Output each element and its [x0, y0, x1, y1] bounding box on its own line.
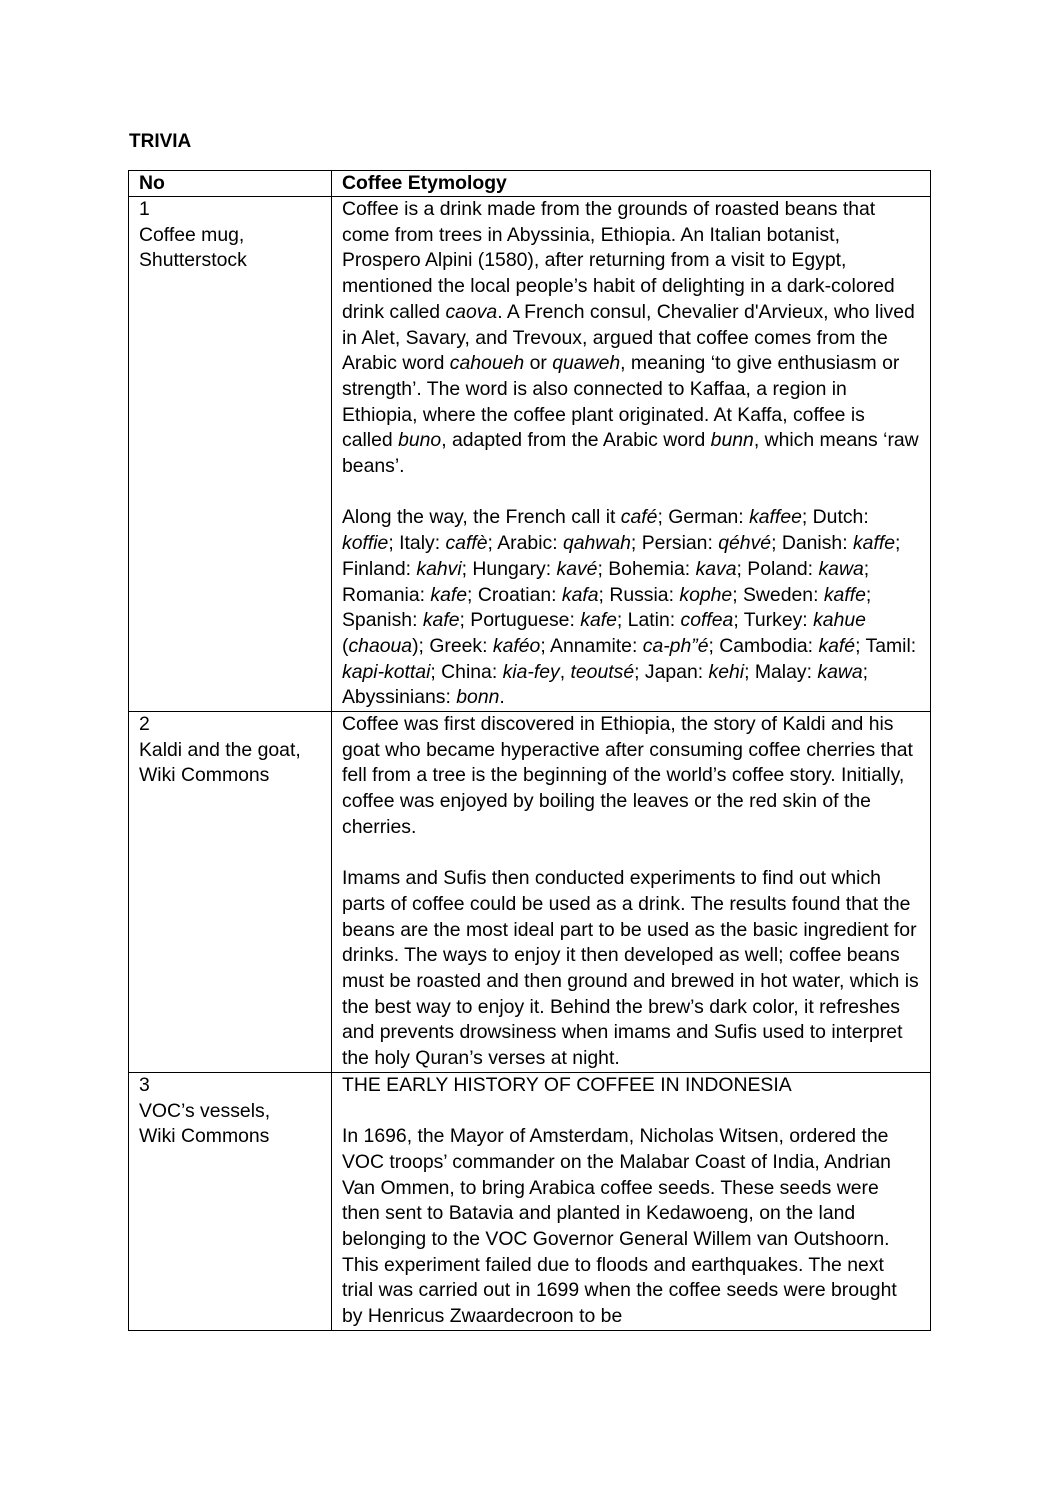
- text-run: ; Malay:: [744, 660, 818, 683]
- text-run: ; Romania:: [342, 557, 870, 606]
- italic-term: kafé: [818, 634, 856, 657]
- image-credit: Wiki Commons: [139, 764, 270, 787]
- italic-term: kaféo: [492, 634, 541, 657]
- table-row: [129, 197, 931, 712]
- text-run: ); Greek:: [412, 634, 493, 657]
- italic-term: kava: [695, 557, 737, 580]
- italic-term: café: [620, 506, 658, 529]
- text-run: . A French consul, Chevalier d'Arvieux, who lived in Alet, Savary, and Trevoux, argued that coffee comes from the Arabic word: [342, 300, 915, 375]
- italic-term: caova: [445, 300, 498, 323]
- table-header-row: [129, 171, 931, 197]
- text-run: Coffee is a drink made from the grounds of roasted beans that come from trees in Abyssinia, Ethiopia. An Italian botanist, Prospero Alpini (1580), after returning from a visit to Egypt, mentioned the local people’s habit of delighting in a dark-colored drink called: [342, 198, 895, 323]
- text-run: Along the way, the French call it: [342, 506, 621, 529]
- text-run: ; Sweden:: [732, 583, 824, 606]
- italic-term: qahwah: [562, 532, 631, 555]
- text-run: or: [524, 352, 553, 375]
- italic-term: kahue: [813, 609, 866, 632]
- italic-term: kehi: [708, 660, 745, 683]
- text-run: ; Persian:: [630, 532, 719, 555]
- paragraph: [342, 712, 920, 841]
- italic-term: kahvi: [416, 557, 462, 580]
- italic-term: caffè: [445, 532, 488, 555]
- italic-term: kafa: [561, 583, 599, 606]
- italic-term: kavé: [556, 557, 598, 580]
- text-run: ; Arabic:: [487, 532, 563, 555]
- italic-term: ca-ph”é: [642, 634, 709, 657]
- text-run: , meaning ‘to give enthusiasm or strength’. The word is also connected to Kaffaa, a region in Ethiopia, where the coffee plant originated. At Kaffa, coffee is called: [342, 352, 900, 452]
- paragraph: [342, 1124, 920, 1330]
- italic-term: kafe: [430, 583, 468, 606]
- italic-term: kaffee: [749, 506, 802, 529]
- italic-term: kafe: [580, 609, 617, 632]
- text-run: ; Finland:: [342, 532, 901, 580]
- text-run: , adapted from the Arabic word: [441, 429, 711, 452]
- trivia-table: [128, 170, 931, 1331]
- table-row: [129, 1072, 931, 1330]
- text-run: ; Portuguese:: [459, 609, 581, 632]
- paragraph: [342, 866, 920, 1072]
- text-run: ; Hungary:: [461, 557, 557, 580]
- text-run: ; Poland:: [736, 557, 819, 580]
- image-credit: Shutterstock: [139, 249, 247, 272]
- text-run: ; China:: [430, 660, 503, 683]
- italic-term: buno: [398, 429, 442, 452]
- text-run: In 1696, the Mayor of Amsterdam, Nicholas Witsen, ordered the VOC troops’ commander on the Malabar Coast of India, Andrian Van Ommen, to bring Arabica coffee seeds. These seeds were then sent to Batavia and planted in Kedawoeng, on the land belonging to the VOC Governor General Willem van Outshoorn. This experiment failed due to floods and earthquakes. The next trial was carried out in 1699 when the coffee seeds were brought by Henricus Zwaardecroon to be: [342, 1125, 897, 1328]
- page-title: TRIVIA: [129, 131, 192, 152]
- text-run: ; Spanish:: [342, 583, 872, 632]
- italic-term: kaffe: [852, 532, 896, 555]
- image-caption: VOC’s vessels,: [139, 1099, 271, 1122]
- section-heading: [342, 1073, 920, 1099]
- image-caption: Coffee mug,: [139, 223, 245, 246]
- etymology-cell: [332, 1072, 931, 1330]
- image-credit: Wiki Commons: [139, 1125, 270, 1148]
- header-no: No: [129, 171, 332, 197]
- italic-term: chaoua: [348, 634, 413, 657]
- italic-term: cahoueh: [449, 352, 525, 375]
- text-run: Imams and Sufis then conducted experiments to find out which parts of coffee could be used as a drink. The results found that the beans are the most ideal part to be used as the basic ingredient for drinks. The ways to enjoy it then developed as well; coffee beans must be roasted and then ground and brewed in hot water, which is the best way to enjoy it. Behind the brew’s dark color, it refreshes and prevents drowsiness when imams and Sufis used to interpret the holy Quran’s verses at night.: [342, 867, 919, 1070]
- row-number-cell: [129, 712, 332, 1073]
- text-run: ; Danish:: [771, 532, 853, 555]
- row-number-cell: [129, 1072, 332, 1330]
- paragraph: [342, 197, 920, 480]
- text-run: ; Russia:: [598, 583, 680, 606]
- text-run: ; Latin:: [616, 609, 681, 632]
- row-number: 2: [139, 713, 150, 736]
- text-run: ; Japan:: [634, 660, 709, 683]
- row-number: 3: [139, 1073, 150, 1096]
- italic-term: kapi-kottai: [342, 660, 431, 683]
- italic-term: teoutsé: [570, 660, 635, 683]
- text-run: (: [342, 634, 349, 657]
- italic-term: kawa: [818, 557, 864, 580]
- text-run: Coffee was first discovered in Ethiopia, the story of Kaldi and his goat who became hyperactive after consuming coffee cherries that fell from a tree is the beginning of the world’s coffee story. Initially, coffee was enjoyed by boiling the leaves or the red skin of the cherries.: [342, 713, 913, 838]
- text-run: ; German:: [657, 506, 750, 529]
- italic-term: bonn: [456, 686, 500, 709]
- text-run: ; Tamil:: [855, 634, 917, 657]
- row-number: 1: [139, 198, 150, 220]
- etymology-cell: [332, 712, 931, 1073]
- italic-term: coffea: [680, 609, 734, 632]
- italic-term: qéhvé: [718, 532, 772, 555]
- header-coffee-etymology: Coffee Etymology: [332, 171, 931, 197]
- paragraph: [342, 505, 920, 711]
- italic-term: kawa: [817, 660, 863, 683]
- text-run: ; Dutch:: [801, 506, 869, 529]
- row-number-cell: [129, 197, 332, 712]
- italic-term: quaweh: [552, 352, 621, 375]
- italic-term: koffie: [342, 532, 389, 555]
- text-run: , which means ‘raw beans’.: [342, 429, 919, 478]
- text-run: ; Bohemia:: [597, 557, 696, 580]
- text-run: ; Croatian:: [467, 583, 562, 606]
- italic-term: bunn: [710, 429, 754, 452]
- text-run: ; Annamite:: [540, 634, 643, 657]
- italic-term: kophe: [679, 583, 733, 606]
- italic-term: kia-fey: [502, 660, 560, 683]
- text-run: ; Abyssinians:: [342, 660, 869, 709]
- italic-term: kafe: [422, 609, 460, 632]
- text-run: ,: [559, 660, 571, 683]
- text-run: THE EARLY HISTORY OF COFFEE IN INDONESIA: [342, 1073, 792, 1096]
- text-run: ; Turkey:: [733, 609, 814, 632]
- etymology-cell: [332, 197, 931, 712]
- text-run: .: [499, 686, 505, 709]
- text-run: ; Cambodia:: [708, 634, 819, 657]
- text-run: ; Italy:: [388, 532, 446, 555]
- image-caption: Kaldi and the goat,: [139, 738, 301, 761]
- italic-term: kaffe: [823, 583, 866, 606]
- table-row: [129, 712, 931, 1073]
